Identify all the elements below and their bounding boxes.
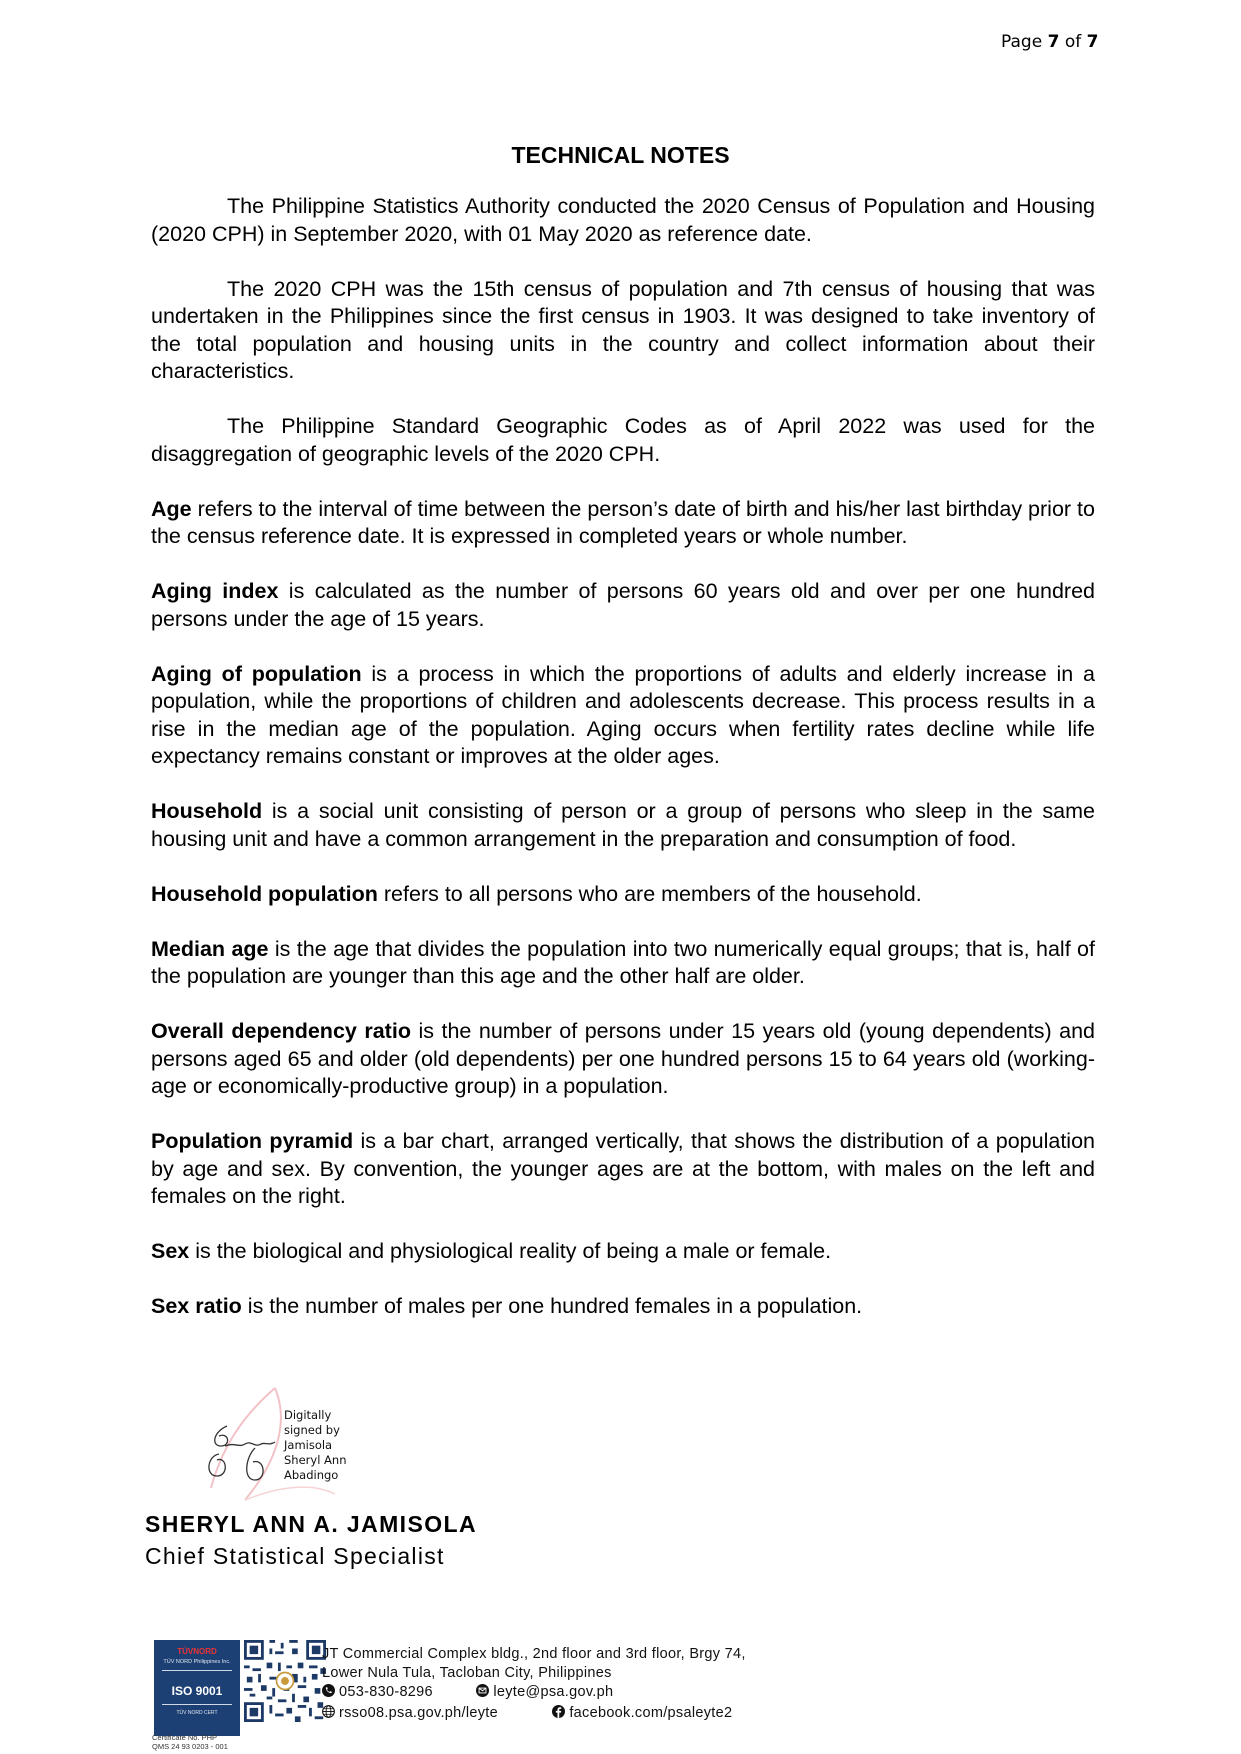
iso-certification-badge	[154, 1640, 240, 1736]
definition-term: Sex ratio	[151, 1294, 242, 1318]
website-contact	[322, 1704, 548, 1723]
definition-text: is a process in which the proportions of adults and elderly increase in a population, while the proportions of children and adolescents decrease. This process results in a rise in the median age of the population. Aging occurs when fertility rates decline while life expectancy remains constant or improves at the older ages.	[151, 661, 1095, 768]
office-address	[322, 1645, 746, 1683]
iso-label: ISO 9001	[171, 1684, 223, 1698]
email-contact	[476, 1683, 613, 1702]
facebook-link[interactable]: facebook.com/psaleyte2	[569, 1705, 733, 1721]
definition-term: Population pyramid	[151, 1129, 354, 1153]
definition-text: is the age that divides the population into two numerically equal groups; that is, half of the population are younger than this age and the other half are older.	[151, 936, 1095, 988]
footer	[152, 1640, 792, 1751]
definition-household-population	[151, 881, 1095, 909]
page-total: 7	[1086, 32, 1099, 52]
definition-text: is the number of persons under 15 years old (young dependents) and persons aged 65 and older (old dependents) per one hundred persons 15 to 64 years old (working-age or economically-productive group) in a population.	[151, 1019, 1095, 1098]
email-address[interactable]: leyte@psa.gov.ph	[493, 1684, 614, 1700]
intro-paragraph: The Philippine Statistics Authority conducted the 2020 Census of Population and Housing (2020 CPH) in September 2020, with 01 May 2020 as reference date.	[151, 194, 1095, 246]
iso-subtitle: TÜV NORD CERT	[176, 1710, 218, 1716]
definition-text: is calculated as the number of persons 60 years old and over per one hundred persons under the age of 15 years.	[151, 579, 1095, 631]
certificate-number: Certificate No. PHP QMS 24 93 0203 - 001	[152, 1733, 228, 1751]
definition-term: Household	[151, 799, 263, 823]
definition-population-pyramid	[151, 1128, 1095, 1211]
definition-text: refers to the interval of time between the person’s date of birth and his/her last birthday prior to the census reference date. It is expressed in completed years or whole number.	[151, 496, 1095, 548]
definition-term: Sex	[151, 1239, 190, 1263]
definition-sex-ratio	[151, 1293, 1095, 1321]
definition-term: Aging of population	[151, 661, 362, 686]
certifier-brand: TÜVNORD	[177, 1647, 217, 1656]
badge-divider	[162, 1670, 232, 1671]
address-line: Lower Nula Tula, Tacloban City, Philippines	[322, 1665, 612, 1681]
page-current: 7	[1047, 32, 1060, 52]
definition-sex	[151, 1238, 1095, 1266]
page-of: of	[1064, 32, 1082, 52]
definition-median-age	[151, 936, 1095, 991]
digital-signature-stamp: Digitally signed by Jamisola Sheryl Ann Abadingo	[284, 1408, 347, 1482]
definition-aging-index	[151, 578, 1095, 633]
definition-aging-of-population	[151, 661, 1095, 771]
definition-term: Overall dependency ratio	[151, 1019, 411, 1043]
intro-paragraph: The Philippine Standard Geographic Codes as of April 2022 was used for the disaggregation of geographic levels of the 2020 CPH.	[151, 414, 1095, 466]
qr-code-icon	[244, 1640, 326, 1722]
globe-icon	[322, 1705, 335, 1718]
document-title: TECHNICAL NOTES	[511, 142, 730, 168]
definition-text: is a social unit consisting of person or a group of persons who sleep in the same housing unit and have a common arrangement in the preparation and consumption of food.	[151, 799, 1095, 851]
definition-household	[151, 798, 1095, 853]
signer-position: Chief Statistical Specialist	[145, 1543, 445, 1569]
contact-row-phone-email	[322, 1683, 613, 1702]
phone-number[interactable]: 053-830-8296	[339, 1684, 433, 1700]
page-number	[1001, 31, 1098, 53]
address-line: JT Commercial Complex bldg., 2nd floor and 3rd floor, Brgy 74,	[322, 1646, 746, 1662]
page-word: Page	[1001, 32, 1043, 52]
facebook-contact	[552, 1704, 732, 1723]
badge-divider	[162, 1704, 232, 1705]
phone-contact	[322, 1683, 472, 1702]
definition-term: Age	[151, 496, 192, 521]
document-body	[151, 193, 1095, 1348]
definition-text: is the biological and physiological reality of being a male or female.	[189, 1239, 832, 1263]
definition-term: Household population	[151, 881, 378, 906]
definition-age	[151, 496, 1095, 551]
definition-text: is the number of males per one hundred females in a population.	[241, 1294, 863, 1318]
definition-term: Aging index	[151, 579, 279, 603]
definition-text: refers to all persons who are members of the household.	[377, 881, 922, 906]
definition-text: is a bar chart, arranged vertically, that shows the distribution of a population by age and sex. By convention, the younger ages are at the bottom, with males on the left and females on the right.	[151, 1129, 1095, 1208]
signer-name: SHERYL ANN A. JAMISOLA	[145, 1511, 477, 1537]
facebook-icon	[552, 1705, 565, 1718]
definition-overall-dependency-ratio	[151, 1018, 1095, 1101]
contact-row-web-social	[322, 1704, 732, 1723]
email-icon	[476, 1684, 489, 1697]
definition-term: Median age	[151, 936, 269, 961]
website-link[interactable]: rsso08.psa.gov.ph/leyte	[339, 1705, 498, 1721]
phone-icon	[322, 1684, 335, 1697]
intro-paragraph: The 2020 CPH was the 15th census of population and 7th census of housing that was undertaken in the Philippines since the first census in 1903. It was designed to take inventory of the total population and housing units in the country and collect information about their characteristics.	[151, 276, 1095, 383]
certifier-subtitle: TÜV NORD Philippines Inc.	[163, 1659, 231, 1665]
